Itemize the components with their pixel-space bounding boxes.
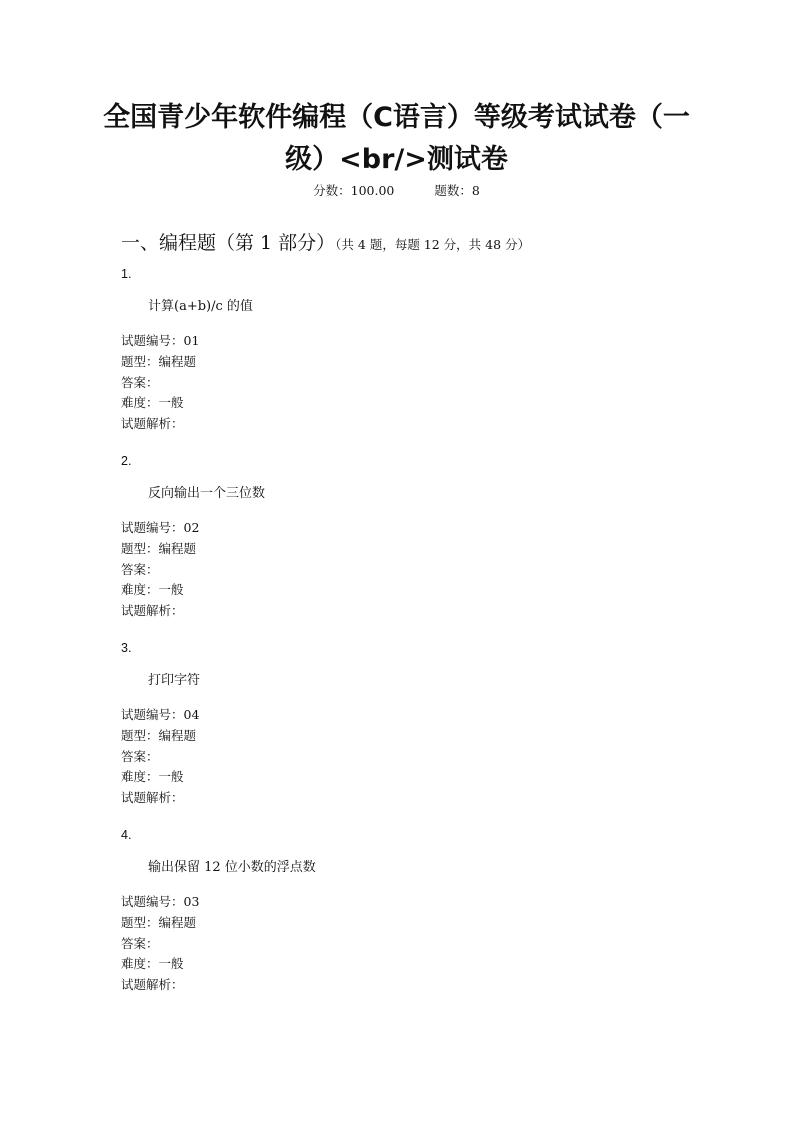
question-answer: 答案： (121, 374, 159, 390)
question-text: 反向输出一个三位数 (148, 486, 266, 501)
question-number: 4. (121, 828, 132, 842)
question-block (121, 266, 681, 435)
question-analysis: 试题解析： (121, 603, 184, 619)
section-heading (121, 230, 530, 258)
question-type: 题型：编程题 (121, 540, 197, 556)
question-fields (121, 705, 681, 809)
question-type: 题型：编程题 (121, 727, 197, 743)
question-difficulty: 难度：一般 (121, 956, 184, 972)
question-fields (121, 892, 681, 996)
question-block (121, 827, 681, 996)
question-text: 打印字符 (148, 673, 201, 688)
question-analysis: 试题解析： (121, 790, 184, 806)
question-id: 试题编号：02 (121, 520, 200, 535)
document-title-line-2: 级）<br/>测试卷 (285, 144, 508, 175)
question-number: 3. (121, 641, 132, 655)
question-block (121, 640, 681, 809)
section-note: （共 4 题，每题 12 分，共 48 分） (335, 237, 531, 252)
question-number: 2. (121, 454, 132, 468)
question-number: 1. (121, 267, 132, 281)
question-block (121, 453, 681, 622)
question-difficulty: 难度：一般 (121, 769, 184, 785)
question-answer: 答案： (121, 935, 159, 951)
question-count: 题数：8 (434, 183, 480, 198)
question-id: 试题编号：04 (121, 707, 200, 722)
question-answer: 答案： (121, 748, 159, 764)
question-difficulty: 难度：一般 (121, 582, 184, 598)
question-fields (121, 518, 681, 622)
document-title-line-1: 全国青少年软件编程（C语言）等级考试试卷（一 (103, 102, 690, 133)
question-difficulty: 难度：一般 (121, 395, 184, 411)
question-type: 题型：编程题 (121, 914, 197, 930)
question-analysis: 试题解析： (121, 416, 184, 432)
exam-meta (0, 183, 793, 199)
question-fields (121, 331, 681, 435)
question-id: 试题编号：03 (121, 894, 200, 909)
total-score: 分数：100.00 (313, 183, 395, 198)
question-id: 试题编号：01 (121, 333, 200, 348)
question-text: 计算(a+b)/c 的值 (148, 299, 253, 314)
question-type: 题型：编程题 (121, 353, 197, 369)
section-title: 一、编程题（第 1 部分） (121, 232, 336, 254)
question-text: 输出保留 12 位小数的浮点数 (148, 860, 316, 875)
question-answer: 答案： (121, 561, 159, 577)
question-analysis: 试题解析： (121, 977, 184, 993)
